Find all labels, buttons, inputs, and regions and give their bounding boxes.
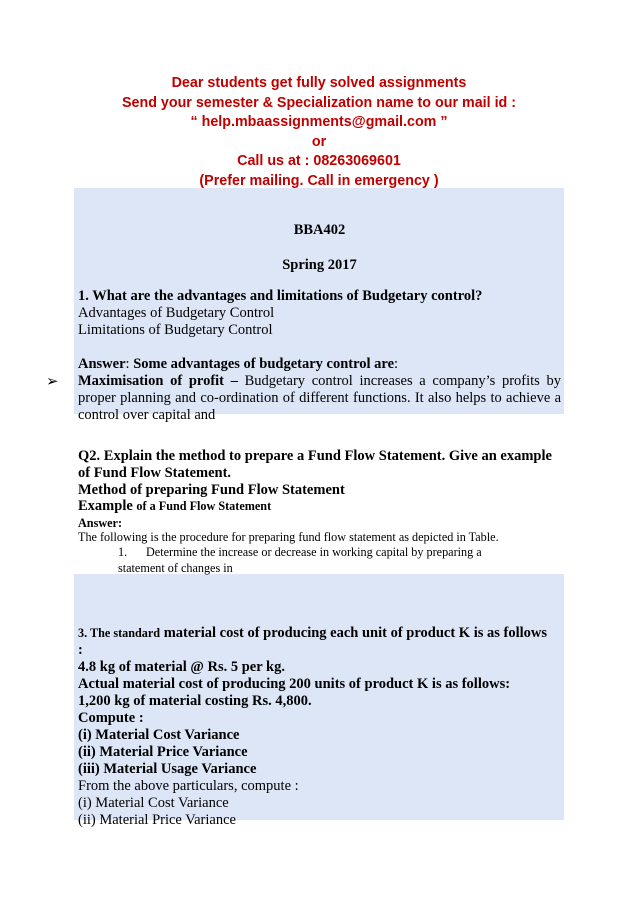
list-item-line-1: Determine the increase or decrease in working capital by preparing a (146, 545, 482, 559)
course-code: BBA402 (293, 222, 346, 238)
q2-answer-text: The following is the procedure for preparing fund flow statement as depicted in Table. (78, 530, 499, 544)
q3-colon: : (78, 642, 83, 658)
q3-rest: material cost of producing each unit of product K is as follows (160, 625, 548, 641)
q3-item-3: (iii) Material Usage Variance (78, 761, 257, 777)
q1-sub-advantages: Advantages of Budgetary Control (78, 305, 275, 321)
header-or: or (311, 133, 327, 150)
q3-compute: Compute : (78, 710, 144, 726)
q3-line-2: 4.8 kg of material @ Rs. 5 per kg. (78, 659, 285, 675)
q3-item-1: (i) Material Cost Variance (78, 727, 240, 743)
q2-example-line (78, 498, 561, 515)
q2-method: Method of preparing Fund Flow Statement (78, 482, 345, 498)
q3-line-11: (ii) Material Price Variance (78, 812, 236, 828)
header-line-2: Send your semester & Specialization name to our mail id : (121, 94, 517, 111)
q3-line-10: (i) Material Cost Variance (78, 795, 229, 811)
example-rest: of a Fund Flow Statement (136, 499, 272, 513)
q1-answer-line: Answer: Some advantages of budgetary control are: (78, 356, 399, 372)
bullet-text: Budgetary control increases a company’s profits by proper planning and co-ordination of different functions. It also helps to achieve a control over capital and (78, 373, 561, 423)
q3-line-3: Actual material cost of producing 200 units of product K is as follows: (78, 676, 511, 692)
term: Spring 2017 (282, 257, 357, 273)
arrow-bullet-icon: ➢ (46, 372, 59, 390)
q2-answer-label: Answer: (78, 516, 123, 530)
contact-header (0, 74, 638, 191)
answer-text: Some advantages of budgetary control are (133, 356, 395, 372)
list-item-number: 1. (118, 545, 128, 559)
q1-bullet-paragraph (78, 373, 561, 424)
bullet-term: Maximisation of profit – (78, 373, 238, 389)
header-line-1: Dear students get fully solved assignments (171, 75, 467, 91)
q1-question: 1. What are the advantages and limitations of Budgetary control? (78, 288, 483, 304)
q3-item-2: (ii) Material Price Variance (78, 744, 248, 760)
q2-list-item (118, 544, 558, 576)
q3-line-9: From the above particulars, compute : (78, 778, 299, 794)
q1-sub-limitations: Limitations of Budgetary Control (78, 322, 273, 338)
list-item-line-2: statement of changes in (118, 561, 233, 575)
answer-label: Answer (78, 356, 126, 372)
q3-prefix: 3. The standard (78, 626, 161, 640)
example-word: Example (78, 498, 133, 514)
q2-question-line-1: Q2. Explain the method to prepare a Fund Flow Statement. Give an example (78, 448, 552, 464)
q2-question-line-2: of Fund Flow Statement. (78, 465, 232, 481)
header-note: (Prefer mailing. Call in emergency ) (199, 172, 439, 189)
header-phone[interactable]: Call us at : 08263069601 (237, 153, 401, 169)
q3-line-4: 1,200 kg of material costing Rs. 4,800. (78, 693, 312, 709)
header-email[interactable]: “ help.mbaassignments@gmail.com ” (190, 114, 448, 130)
q3-question-line-1 (78, 625, 561, 642)
